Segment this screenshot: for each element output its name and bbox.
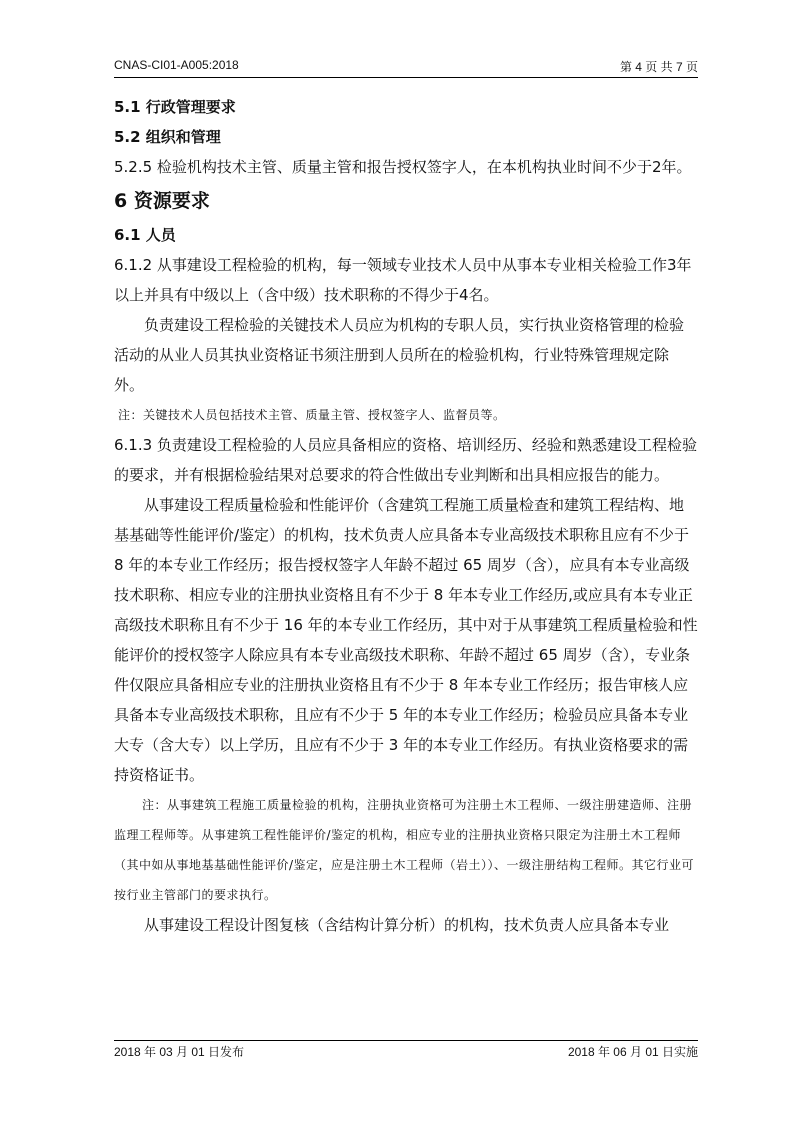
- clause-5-2-5: 5.2.5 检验机构技术主管、质量主管和报告授权签字人，在本机构执业时间不少于2年。: [114, 158, 692, 176]
- header-rule: [114, 77, 698, 78]
- page-header: [114, 56, 698, 76]
- paragraph-quality-inspection: 从事建设工程质量检验和性能评价（含建筑工程施工质量检查和建筑工程结构、地基基础等性能评价/鉴定）的机构，技术负责人应具备本专业高级技术职称且应有不少于 8 年的本专业工作经历；报告授权签字人年龄不超过 65 周岁（含），应具有本专业高级技术职称、相应专业的注册执业资格且有不少于 8 年本专业工作经历,或应具有本专业正高级技术职称且有不少于 16 年的本专业工作经历，其中对于从事建筑工程质量检验和性能评价的授权签字人除应具有本专业高级技术职称、年龄不超过 65 周岁（含），专业条件仅限应具备相应专业的注册执业资格且有不少于 8 年本专业工作经历；报告审核人应具备本专业高级技术职称，且应有不少于 5 年的本专业工作经历；检验员应具备本专业大专（含大专）以上学历，且应有不少于 3 年的本专业工作经历。有执业资格要求的需持资格证书。: [114, 496, 698, 784]
- clause-6-1-2: 6.1.2 从事建设工程检验的机构，每一领域专业技术人员中从事本专业相关检验工作3年以上并具有中级以上（含中级）技术职称的不得少于4名。: [114, 256, 692, 304]
- heading-6: 6 资源要求: [114, 190, 210, 212]
- note-registration: 注：从事建筑工程施工质量检验的机构，注册执业资格可为注册土木工程师、一级注册建造师、注册监理工程师等。从事建筑工程性能评价/鉴定的机构，相应专业的注册执业资格只限定为注册土木工程师（其中如从事地基基础性能评价/鉴定，应是注册土木工程师（岩土））、一级注册结构工程师。其它行业可按行业主管部门的要求执行。: [114, 798, 695, 902]
- heading-5-1: 5.1 行政管理要求: [114, 98, 236, 116]
- page-info: 第 4 页 共 7 页: [619, 60, 698, 74]
- issue-date: 2018 年 03 月 01 日发布: [114, 1045, 245, 1059]
- document-body: [114, 92, 698, 940]
- implementation-date: 2018 年 06 月 01 日实施: [567, 1045, 698, 1059]
- note-key-staff: 注：关键技术人员包括技术主管、质量主管、授权签字人、监督员等。: [118, 408, 506, 422]
- heading-6-1: 6.1 人员: [114, 226, 176, 244]
- doc-code: CNAS-CI01-A005:2018: [114, 58, 239, 72]
- heading-5-2: 5.2 组织和管理: [114, 128, 221, 146]
- clause-6-1-3: 6.1.3 负责建设工程检验的人员应具备相应的资格、培训经历、经验和熟悉建设工程检验的要求，并有根据检验结果对总要求的符合性做出专业判断和出具相应报告的能力。: [114, 436, 697, 484]
- paragraph-key-staff: 负责建设工程检验的关键技术人员应为机构的专职人员，实行执业资格管理的检验活动的从业人员其执业资格证书须注册到人员所在的检验机构，行业特殊管理规定除外。: [114, 316, 685, 394]
- page-footer: [114, 1041, 698, 1061]
- paragraph-design-review: 从事建设工程设计图复核（含结构计算分析）的机构，技术负责人应具备本专业: [144, 916, 670, 934]
